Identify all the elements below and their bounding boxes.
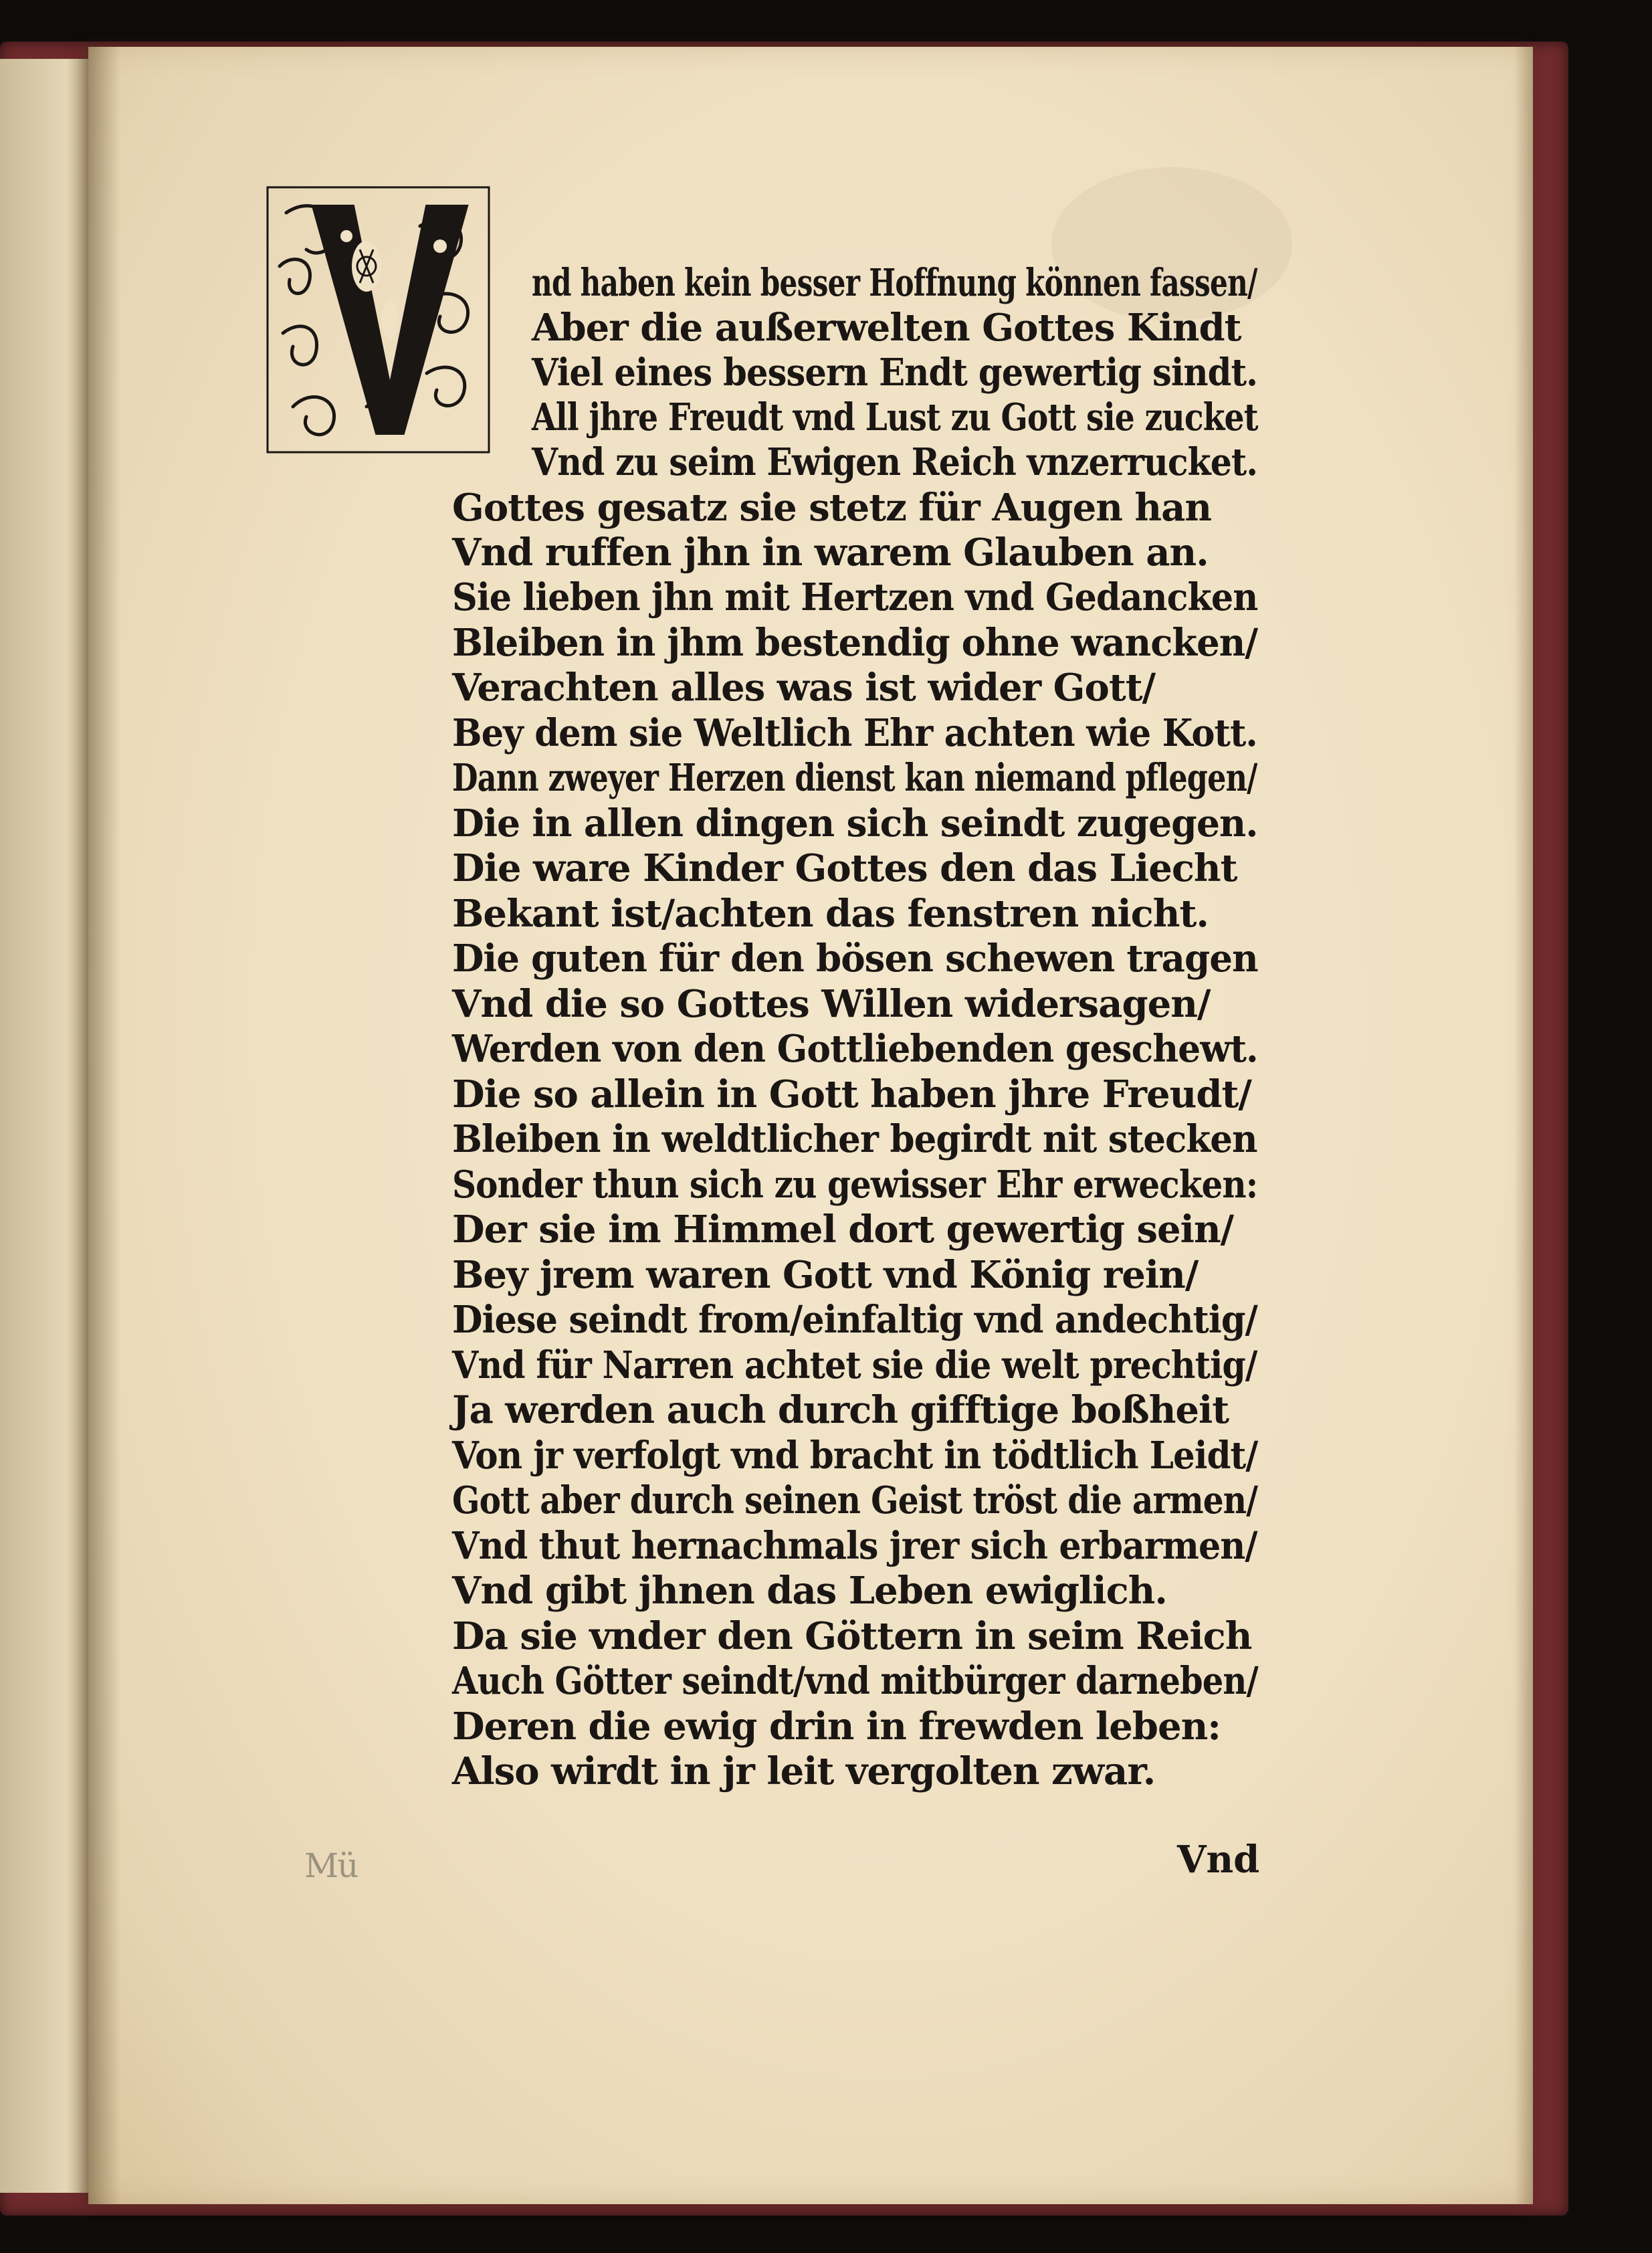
text-line-32: Auch Götter seindt/vnd mitbürger darneben/ — [452, 1659, 1258, 1703]
text-line-12: Dann zweyer Herzen dienst kan niemand pflegen/ — [452, 756, 1257, 800]
previous-page-edge — [0, 59, 94, 2193]
text-line-20: Bleiben in weldtlicher begirdt nit stecken — [452, 1117, 1257, 1161]
text-line-29: Vnd thut hernachmals jrer sich erbarmen/ — [452, 1524, 1257, 1568]
text-line-24: Diese seindt from/einfaltig vnd andechtig/ — [452, 1298, 1257, 1342]
text-line-31: Da sie vnder den Göttern in seim Reich — [452, 1614, 1252, 1658]
text-line-15: Bekant ist/achten das fenstren nicht. — [452, 892, 1209, 936]
text-line-14: Die ware Kinder Gottes den das Liecht — [452, 846, 1237, 890]
text-line-3: Viel eines bessern Endt gewertig sindt. — [532, 351, 1258, 395]
text-line-9: Bleiben in jhm bestendig ohne wancken/ — [452, 621, 1258, 665]
text-line-10: Verachten alles was ist wider Gott/ — [452, 666, 1156, 710]
page-fore-edge — [1514, 47, 1533, 2204]
text-line-5: Vnd zu seim Ewigen Reich vnzerrucket. — [532, 440, 1258, 484]
text-line-19: Die so allein in Gott haben jhre Freudt/ — [452, 1072, 1251, 1116]
page-gutter-shadow — [88, 47, 120, 2204]
text-line-7: Vnd ruffen jhn in warem Glauben an. — [452, 530, 1209, 575]
text-line-1: nd haben kein besser Hoffnung können fassen/ — [532, 261, 1257, 305]
faint-library-stamp: Mü — [304, 1846, 358, 1885]
text-line-22: Der sie im Himmel dort gewertig sein/ — [452, 1207, 1234, 1252]
text-line-11: Bey dem sie Weltlich Ehr achten wie Kott. — [452, 711, 1257, 755]
text-line-33: Deren die ewig drin in frewden leben: — [452, 1704, 1221, 1749]
catchword: Vnd — [1177, 1838, 1260, 1882]
text-line-2: Aber die außerwelten Gottes Kindt — [532, 306, 1241, 350]
text-line-13: Die in allen dingen sich seindt zugegen. — [452, 801, 1258, 846]
text-line-34: Also wirdt in jr leit vergolten zwar. — [452, 1749, 1156, 1793]
text-line-21: Sonder thun sich zu gewisser Ehr erwecken: — [452, 1163, 1258, 1207]
text-line-17: Vnd die so Gottes Willen widersagen/ — [452, 982, 1211, 1026]
text-line-26: Ja werden auch durch gifftige boßheit — [452, 1388, 1229, 1432]
text-line-27: Von jr verfolgt vnd bracht in tödtlich Leidt/ — [452, 1434, 1258, 1478]
text-line-23: Bey jrem waren Gott vnd König rein/ — [452, 1253, 1199, 1297]
text-line-30: Vnd gibt jhnen das Leben ewiglich. — [452, 1569, 1167, 1613]
text-line-16: Die guten für den bösen schewen tragen — [452, 937, 1258, 981]
text-line-28: Gott aber durch seinen Geist tröst die armen/ — [452, 1478, 1258, 1523]
text-line-25: Vnd für Narren achtet sie die welt prechtig/ — [452, 1343, 1257, 1387]
text-line-8: Sie lieben jhn mit Hertzen vnd Gedancken — [452, 575, 1258, 619]
text-line-4: All jhre Freudt vnd Lust zu Gott sie zucket — [532, 395, 1258, 439]
decorated-initial-v — [266, 186, 490, 454]
text-line-18: Werden von den Gottliebenden geschewt. — [452, 1027, 1258, 1071]
text-line-6: Gottes gesatz sie stetz für Augen han — [452, 486, 1212, 530]
